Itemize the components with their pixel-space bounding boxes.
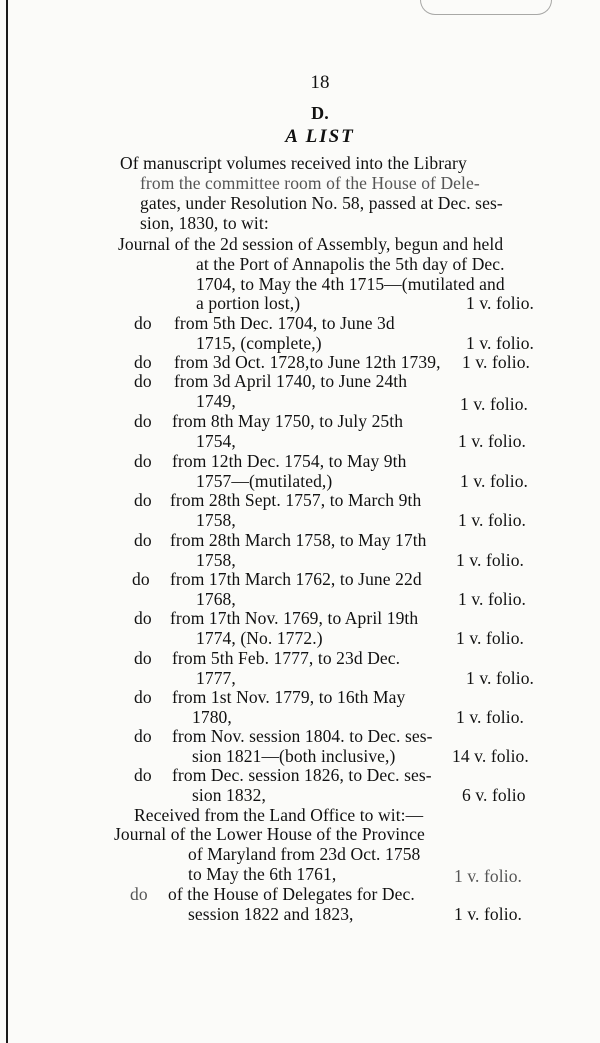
- ditto-mark: do: [134, 648, 152, 668]
- entry-line: sion 1832,: [192, 785, 266, 805]
- entry-line: from 3d Oct. 1728,to June 12th 1739,: [174, 352, 441, 372]
- volume-count: 1 v. folio.: [460, 471, 529, 491]
- entry-line: Journal of the 2d session of Assembly, begun and held: [118, 234, 504, 254]
- volume-count: 1 v. folio.: [458, 431, 527, 451]
- volume-count: 1 v. folio.: [454, 866, 523, 886]
- ditto-mark: do: [134, 352, 152, 372]
- entry-line: to May the 6th 1761,: [188, 864, 337, 884]
- entry-line: 1749,: [196, 391, 236, 411]
- intro-line: Of manuscript volumes received into the Library: [120, 153, 467, 173]
- ditto-mark: do: [134, 313, 152, 333]
- ditto-mark: do: [134, 371, 152, 391]
- volume-count: 1 v. folio.: [454, 904, 523, 924]
- entry-line: from 17th Nov. 1769, to April 19th: [170, 608, 419, 628]
- list-title: A LIST: [285, 126, 355, 147]
- volume-count: 1 v. folio.: [458, 510, 527, 530]
- volume-count: 1 v. folio.: [466, 333, 535, 353]
- entry-line: of the House of Delegates for Dec.: [168, 884, 415, 904]
- entry-line: a portion lost,): [196, 293, 301, 313]
- entry-line: from 3d April 1740, to June 24th: [174, 371, 408, 391]
- entry-line: 1704, to May the 4th 1715—(mutilated and: [196, 274, 505, 294]
- page-number: 18: [310, 72, 330, 93]
- entry-line: from Dec. session 1826, to Dec. ses-: [172, 765, 432, 785]
- ditto-mark: do: [134, 765, 152, 785]
- entry-line: 1780,: [192, 707, 232, 727]
- entry-line: from 1st Nov. 1779, to 16th May: [172, 687, 406, 707]
- volume-count: 1 v. folio.: [460, 394, 529, 414]
- entry-line: from 5th Dec. 1704, to June 3d: [174, 313, 395, 333]
- ditto-mark: do: [134, 530, 152, 550]
- entry-line: 1768,: [196, 589, 236, 609]
- entry-line: Journal of the Lower House of the Province: [114, 824, 425, 844]
- volume-count: 1 v. folio.: [456, 707, 525, 727]
- intro-line: gates, under Resolution No. 58, passed at Dec. ses-: [140, 193, 503, 213]
- volume-count: 1 v. folio.: [456, 628, 525, 648]
- entry-line: 1774, (No. 1772.): [196, 628, 323, 648]
- entry-line: 1758,: [196, 550, 236, 570]
- entry-line: 1757—(mutilated,): [196, 471, 333, 491]
- entry-line: 1715, (complete,): [196, 333, 322, 353]
- section-heading: D.: [311, 103, 329, 123]
- entry-line: from 5th Feb. 1777, to 23d Dec.: [172, 648, 401, 668]
- ditto-mark: do: [134, 608, 152, 628]
- entry-line: 1754,: [196, 431, 236, 451]
- ditto-mark: do: [134, 490, 152, 510]
- entry-line: sion 1821—(both inclusive,): [192, 746, 396, 766]
- entry-line: from Nov. session 1804. to Dec. ses-: [172, 726, 433, 746]
- volume-count: 1 v. folio.: [466, 668, 535, 688]
- ditto-mark: do: [130, 884, 148, 904]
- ditto-mark: do: [134, 411, 152, 431]
- entry-line: from 28th March 1758, to May 17th: [170, 530, 427, 550]
- entry-line: 1758,: [196, 510, 236, 530]
- entry-line: at the Port of Annapolis the 5th day of Dec.: [196, 254, 505, 274]
- intro-line: sion, 1830, to wit:: [140, 213, 269, 233]
- entry-line: from 8th May 1750, to July 25th: [172, 411, 404, 431]
- entry-line: session 1822 and 1823,: [188, 904, 354, 924]
- ditto-mark: do: [134, 726, 152, 746]
- ditto-mark: do: [132, 569, 150, 589]
- ditto-mark: do: [134, 451, 152, 471]
- volume-count: 1 v. folio.: [456, 550, 525, 570]
- entry-line: of Maryland from 23d Oct. 1758: [188, 844, 421, 864]
- volume-count: 6 v. folio: [462, 785, 526, 805]
- land-office-heading: Received from the Land Office to wit:—: [134, 805, 424, 825]
- entry-line: from 28th Sept. 1757, to March 9th: [170, 490, 422, 510]
- intro-line: from the committee room of the House of Dele-: [140, 173, 480, 193]
- entry-line: from 12th Dec. 1754, to May 9th: [172, 451, 407, 471]
- ditto-mark: do: [134, 687, 152, 707]
- entry-line: 1777,: [196, 668, 236, 688]
- binding-edge: [6, 0, 8, 1043]
- volume-count: 1 v. folio.: [458, 589, 527, 609]
- paper-mark: [420, 0, 552, 15]
- entry-line: from 17th March 1762, to June 22d: [170, 569, 422, 589]
- volume-count: 1 v. folio.: [466, 293, 535, 313]
- volume-count: 14 v. folio.: [452, 746, 529, 766]
- volume-count: 1 v. folio.: [462, 352, 531, 372]
